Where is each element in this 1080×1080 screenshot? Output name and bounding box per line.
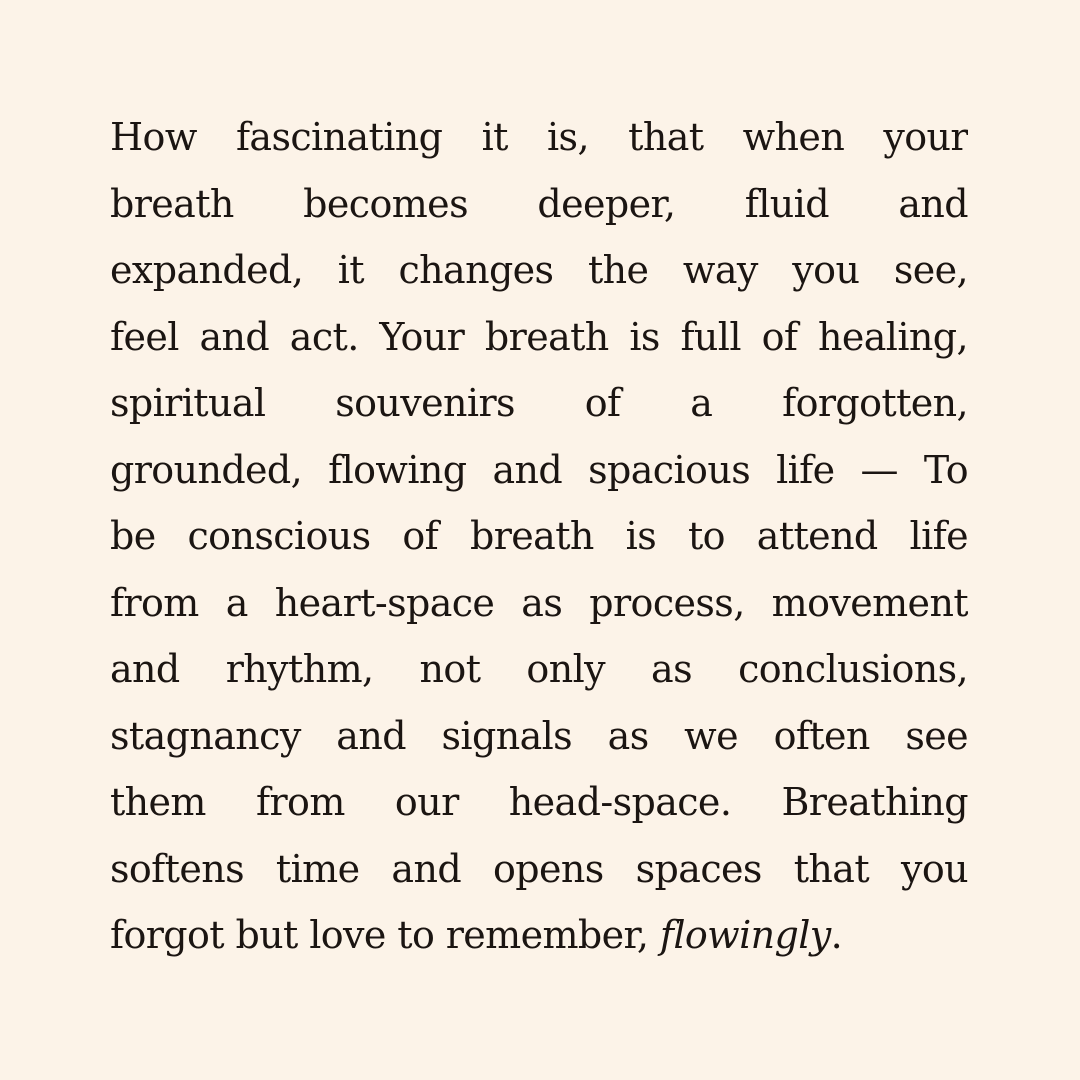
quote-line: be conscious of breath is to attend life [110,514,968,558]
quote-last-line-text: forgot but love to remember, [110,913,660,957]
quote-emphasis: flowingly [659,913,831,957]
quote-line: them from our head-space. Breathing [110,780,968,824]
quote-final-period: . [830,913,843,957]
quote-line: expanded, it changes the way you see, [110,248,968,292]
quote-line: feel and act. Your breath is full of healing, [110,314,968,359]
quote-text [110,104,968,969]
quote-line: spiritual souvenirs of a forgotten, [110,381,968,425]
quote-line: How fascinating it is, that when your [110,115,968,159]
quote-line: grounded, flowing and spacious life — To [110,447,968,492]
quote-line: stagnancy and signals as we often see [110,713,968,758]
quote-line: softens time and opens spaces that you [110,846,968,891]
quote-last-line [110,902,968,969]
quote-line: from a heart-space as process, movement [110,580,968,625]
quote-line: breath becomes deeper, fluid and [110,181,968,226]
quote-line: and rhythm, not only as conclusions, [110,647,968,691]
